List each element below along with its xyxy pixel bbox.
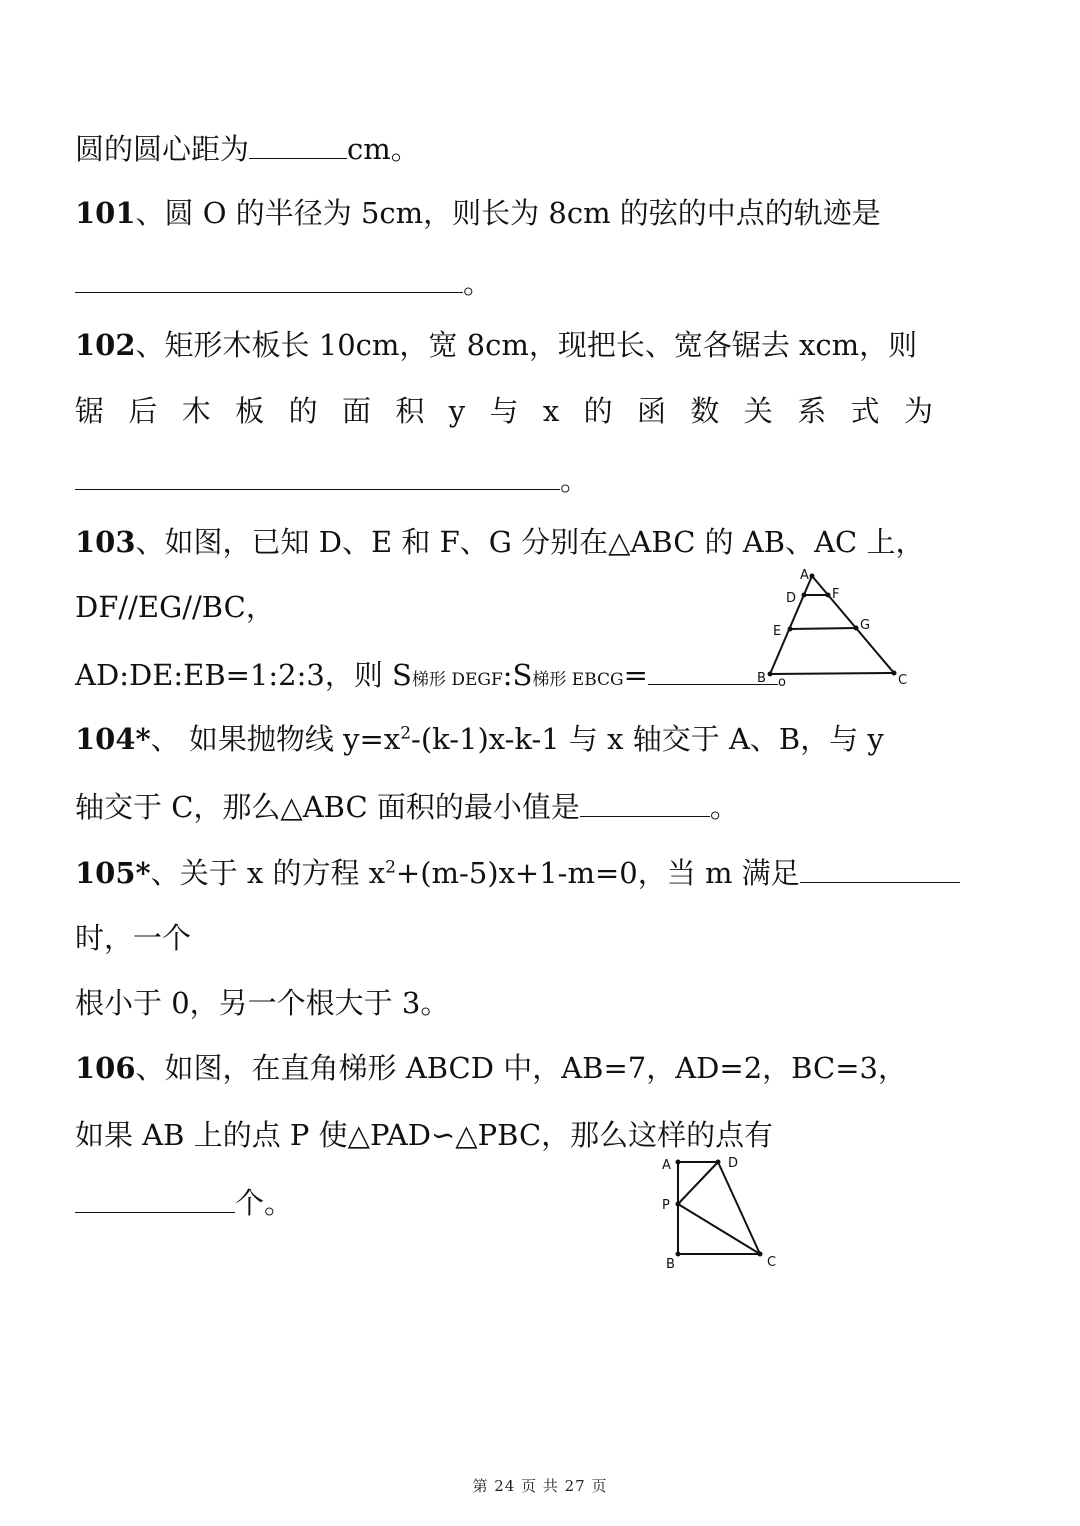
problem-105-line2 xyxy=(75,918,191,958)
p102-word: 面 xyxy=(341,394,371,428)
point-d xyxy=(802,593,807,598)
p102-word: 关 xyxy=(743,394,773,428)
p100-unit: cm。 xyxy=(347,132,420,166)
figure-106-trapezoid xyxy=(656,1150,786,1275)
p105-exponent: 2 xyxy=(385,857,396,878)
p106-answer-blank[interactable] xyxy=(75,1182,235,1213)
label-d: D xyxy=(786,591,797,606)
p106-end: 个。 xyxy=(235,1186,294,1220)
p102-word: 式 xyxy=(850,394,880,428)
problem-106-line3 xyxy=(75,1182,293,1223)
point-g xyxy=(854,626,859,631)
label-mark: o xyxy=(778,675,786,690)
point-a xyxy=(676,1160,681,1165)
p102-word: 函 xyxy=(637,394,667,428)
p102-word: 锯 xyxy=(75,394,105,428)
point-e xyxy=(788,627,793,632)
problem-103-line2 xyxy=(75,587,275,627)
p103-equals: = xyxy=(623,658,648,692)
problem-105-text-a: 、关于 x 的方程 x xyxy=(150,856,386,890)
label-g: G xyxy=(860,618,871,633)
p101-end: 。 xyxy=(463,266,493,300)
problem-100-continuation xyxy=(75,128,420,169)
problem-103-text: 、如图，已知 D、E 和 F、G 分别在△ABC 的 AB、AC 上， xyxy=(135,525,925,559)
problem-105-text-line2: 时，一个 xyxy=(75,921,192,955)
label-p: P xyxy=(662,1198,670,1213)
segment-eg xyxy=(790,628,856,629)
triangle-side-ac xyxy=(812,576,894,673)
problem-102-line2 xyxy=(75,391,933,431)
label-e: E xyxy=(773,624,782,639)
problem-104-text-a: 、 如果抛物线 y=x xyxy=(150,722,401,756)
problem-101-line2 xyxy=(75,262,492,303)
p101-answer-blank[interactable] xyxy=(75,262,463,293)
p102-word: 数 xyxy=(690,394,720,428)
p100-text: 圆的圆心距为 xyxy=(75,132,250,166)
problem-103-parallel-text: DF//EG//BC， xyxy=(75,590,275,624)
p102-word: 系 xyxy=(797,394,827,428)
problem-103-line3 xyxy=(75,654,778,700)
p102-end: 。 xyxy=(560,463,590,497)
p103-ratio-text: AD:DE:EB=1:2:3，则 S xyxy=(75,658,412,692)
p100-answer-blank[interactable] xyxy=(249,128,347,159)
problem-105-text-line3: 根小于 0，另一个根大于 3。 xyxy=(75,986,450,1020)
label-d: D xyxy=(728,1156,739,1171)
p102-word: y xyxy=(448,394,466,428)
p102-word: 的 xyxy=(288,394,318,428)
problem-105-line1 xyxy=(75,852,960,893)
p103-subscript-2: 梯形 EBCG xyxy=(532,670,624,690)
p102-word: 板 xyxy=(235,394,265,428)
problem-102-line1 xyxy=(75,325,917,365)
problem-106-line2 xyxy=(75,1115,773,1155)
page-footer: 第 24 页 共 27 页 xyxy=(472,1477,608,1495)
problem-106-text-line2: 如果 AB 上的点 P 使△PAD∽△PBC，那么这样的点有 xyxy=(75,1118,774,1152)
p102-word: 为 xyxy=(903,394,933,428)
point-c xyxy=(758,1252,763,1257)
problem-103-line1 xyxy=(75,522,924,562)
problem-105-number: 105* xyxy=(75,856,151,890)
p105-answer-blank[interactable] xyxy=(800,852,960,883)
point-c xyxy=(892,671,897,676)
problem-102-number: 102 xyxy=(75,328,136,362)
label-a: A xyxy=(800,568,809,583)
p103-subscript-1: 梯形 DEGF xyxy=(411,670,503,690)
label-b: B xyxy=(666,1257,675,1272)
p103-ratio-colon: :S xyxy=(502,658,533,692)
p102-word: x xyxy=(542,394,560,428)
problem-104-text-line2: 轴交于 C，那么△ABC 面积的最小值是 xyxy=(75,790,580,824)
problem-106-line1 xyxy=(75,1048,907,1088)
problem-106-number: 106 xyxy=(75,1051,136,1085)
problem-102-text: 、矩形木板长 10cm，宽 8cm，现把长、宽各锯去 xcm，则 xyxy=(135,328,918,362)
point-p xyxy=(676,1202,681,1207)
triangle-side-bc xyxy=(770,673,894,674)
point-d xyxy=(716,1160,721,1165)
point-b xyxy=(768,672,773,677)
label-a: A xyxy=(662,1158,671,1173)
p102-word: 后 xyxy=(128,394,158,428)
problem-104-text-b: -(k-1)x-k-1 与 x 轴交于 A、B，与 y xyxy=(411,722,884,756)
problem-103-number: 103 xyxy=(75,525,136,559)
problem-101-line1 xyxy=(75,193,881,233)
label-f: F xyxy=(832,587,840,602)
p104-answer-blank[interactable] xyxy=(580,786,710,817)
figure-103-triangle xyxy=(752,566,922,692)
p102-word: 的 xyxy=(583,394,613,428)
p104-exponent: 2 xyxy=(400,723,412,744)
p102-word: 与 xyxy=(489,394,519,428)
problem-101-text: 、圆 O 的半径为 5cm，则长为 8cm 的弦的中点的轨迹是 xyxy=(135,196,881,230)
p102-word: 木 xyxy=(181,394,211,428)
p102-answer-blank[interactable] xyxy=(75,459,560,490)
label-c: C xyxy=(898,673,908,688)
problem-105-text-b: +(m-5)x+1-m=0，当 m 满足 xyxy=(395,856,800,890)
segment-pd xyxy=(678,1162,718,1204)
problem-104-line1 xyxy=(75,719,884,759)
problem-104-number: 104* xyxy=(75,722,151,756)
point-f xyxy=(826,593,831,598)
problem-106-text: 、如图，在直角梯形 ABCD 中，AB=7，AD=2，BC=3， xyxy=(135,1051,907,1085)
point-a xyxy=(810,574,815,579)
p102-word: 积 xyxy=(395,394,425,428)
point-b xyxy=(676,1252,681,1257)
p104-end: 。 xyxy=(709,790,739,824)
problem-102-line3 xyxy=(75,459,589,500)
problem-105-line3 xyxy=(75,983,449,1023)
problem-101-number: 101 xyxy=(75,196,136,230)
problem-104-line2 xyxy=(75,786,739,827)
label-c: C xyxy=(767,1255,777,1270)
label-b: B xyxy=(757,671,766,686)
